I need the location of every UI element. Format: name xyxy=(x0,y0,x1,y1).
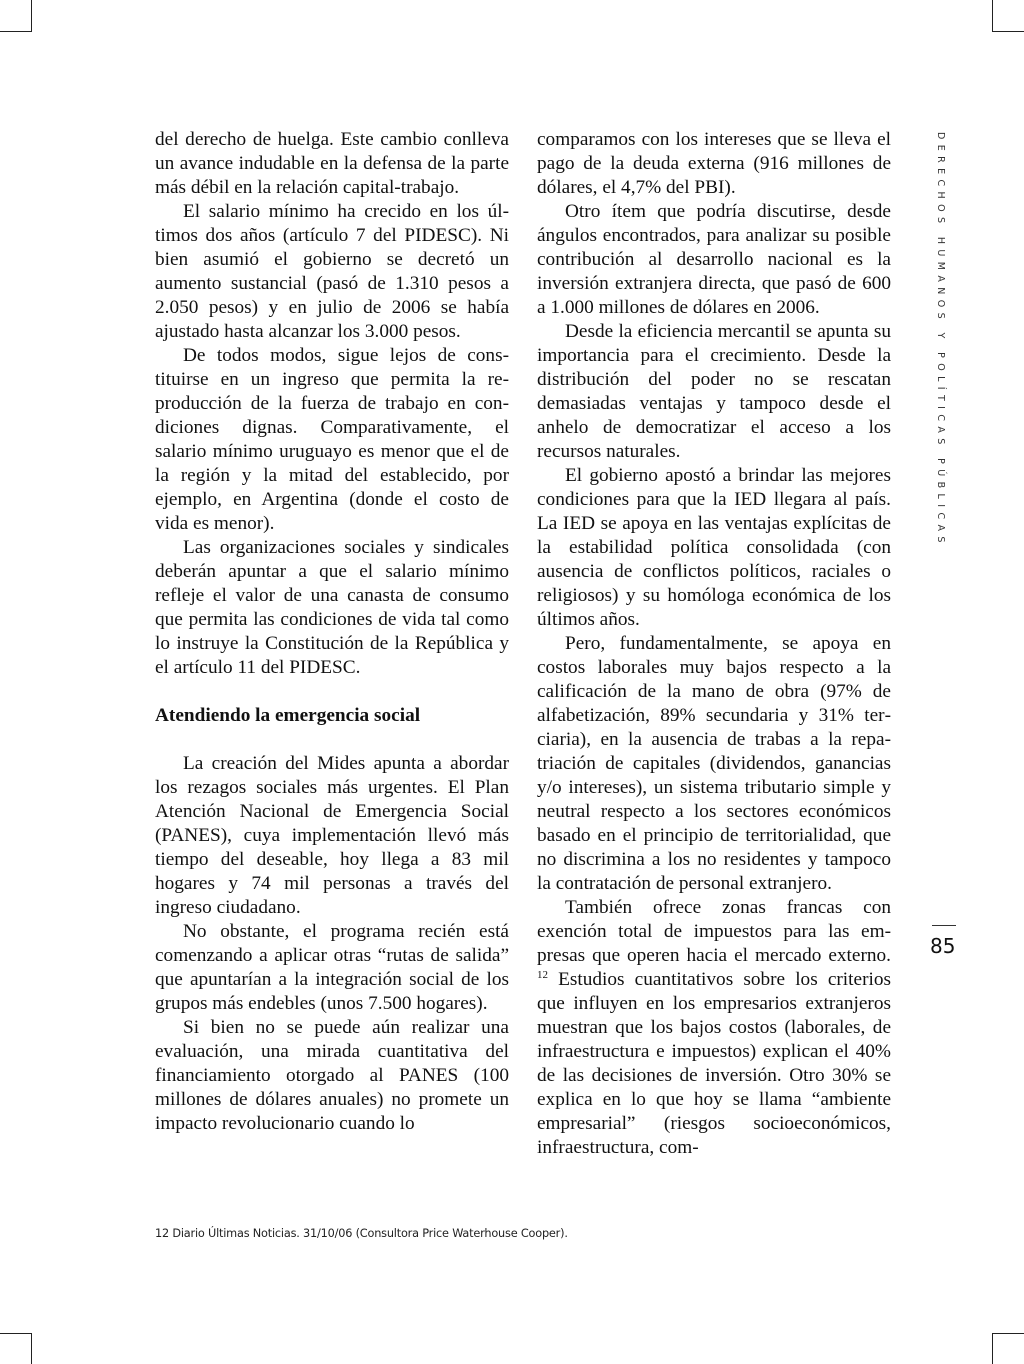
paragraph-text: También ofrece zonas francas con exención total de impuestos para las empresas que operen hacia el mercado externo. xyxy=(537,897,891,966)
paragraph: El salario mínimo ha crecido en los últimos dos años (artículo 7 del PIDESC). Ni bien asumió el gobierno se decretó un aumento sustancial (pasó de 1.310 pesos a 2.050 pesos) y en julio de 2006 se había ajustado hasta alcanzar los 3.000 pesos. xyxy=(155,201,509,342)
paragraph: del derecho de huelga. Este cambio conlleva un avance indudable en la defensa de la parte más débil en la relación capital-trabajo. xyxy=(155,129,509,198)
crop-mark-top-left-h xyxy=(0,31,32,32)
page-number: 85 xyxy=(930,934,956,958)
crop-mark-bottom-right-v xyxy=(992,1333,993,1364)
paragraph: La creación del Mides apunta a abordar los rezagos sociales más urgentes. El Plan Atención Nacional de Emergencia Social (PANES), cuya implementación llevó más tiempo del deseable, hoy llega a 83 mil hogares y 74 mil personas a través del ingreso ciudadano. xyxy=(155,753,509,918)
paragraph: Desde la eficiencia mercantil se apunta su importancia para el crecimiento. Desde la distribución del poder no se rescatan demasiadas ventajas y tampoco desde el anhelo de democratizar el acceso a los recursos naturales. xyxy=(537,321,891,462)
paragraph: El gobierno apostó a brindar las mejores condiciones para que la IED llegara al país. La IED se apoya en las ventajas explícitas de la estabilidad política consolidada (con ausencia de conflictos políticos, raciales o religiosos) y su homóloga económica de los últimos años. xyxy=(537,465,891,630)
crop-mark-bottom-right-h xyxy=(992,1333,1024,1334)
crop-mark-top-right-v xyxy=(992,0,993,32)
right-column xyxy=(537,128,891,1160)
paragraph: Pero, fundamentalmente, se apoya en costos laborales muy bajos respecto a la calificación de la mano de obra (97% de alfabetización, 89% secundaria y 31% terciaria), en la ausencia de trabas a la repatriación de capitales (dividendos, ganancias y/o intereses), un sistema tributario simple y neutral respecto a los sectores económicos basado en el principio de territorialidad, que no discrimina a los no residentes y tampoco la contratación de personal extranjero. xyxy=(537,633,891,894)
crop-mark-bottom-left-v xyxy=(31,1333,32,1364)
paragraph-text: Estudios cuantitativos sobre los criterios que influyen en los empresarios extranjeros muestran que los bajos costos (laborales, de infraestructura e impuestos) explican el 40% de las decisiones de inversión. Otro 30% se explica en lo que hoy se llama “ambiente empresarial” (riesgos socioeconómicos, infraestructura, com- xyxy=(537,969,891,1158)
section-heading: Atendiendo la emergencia social xyxy=(155,705,421,726)
paragraph: Si bien no se puede aún realizar una evaluación, una mirada cuantitativa del financiamiento otorgado al PANES (100 millones de dólares anuales) no promete un impacto revolucionario cuando lo xyxy=(155,1017,509,1134)
paragraph xyxy=(537,896,891,1160)
footnote-reference: 12 xyxy=(537,969,548,981)
paragraph: De todos modos, sigue lejos de constituirse en un ingreso que permita la reproducción de la fuerza de trabajo en condiciones dignas. Comparativamente, el salario mínimo uruguayo es menor que el de la región y la mitad del establecido, por ejemplo, en Argentina (donde el costo de vida es menor). xyxy=(155,345,509,534)
crop-mark-bottom-left-h xyxy=(0,1333,32,1334)
paragraph: Las organizaciones sociales y sindicales deberán apuntar a que el salario mínimo refleje el valor de una canasta de consumo que permita las condiciones de vida tal como lo instruye la Constitución de la República y el artículo 11 del PIDESC. xyxy=(155,537,509,678)
crop-mark-top-left-v xyxy=(31,0,32,32)
paragraph: No obstante, el programa recién está comenzando a aplicar otras “rutas de salida” que apuntarían a la integración social de los grupos más endebles (unos 7.500 hogares). xyxy=(155,921,509,1014)
paragraph: comparamos con los intereses que se lleva el pago de la deuda externa (916 millones de dólares, el 4,7% del PBI). xyxy=(537,129,891,198)
paragraph: Otro ítem que podría discutirse, desde ángulos encontrados, para analizar su posible contribución al desarrollo nacional es la inversión extranjera directa, que pasó de 600 a 1.000 millones de dólares en 2006. xyxy=(537,201,891,318)
crop-mark-top-right-h xyxy=(992,31,1024,32)
left-column xyxy=(155,128,509,1136)
running-head: DERECHOS HUMANOS Y POLÍTICAS PÚBLICAS xyxy=(935,132,946,548)
page-number-rule xyxy=(932,925,956,926)
footnote: 12 Diario Últimas Noticias. 31/10/06 (Consultora Price Waterhouse Cooper). xyxy=(155,1227,568,1240)
